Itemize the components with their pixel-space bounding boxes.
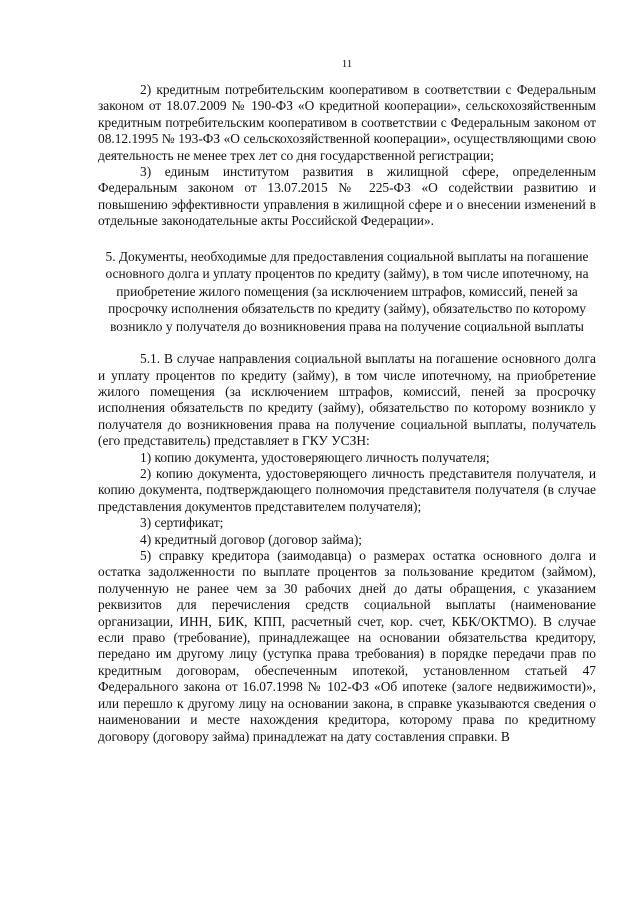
list-item-3: 3) сертификат; (140, 515, 224, 531)
list-item-2: 2) копию документа, удостоверяющего личность представителя получателя, и копию документа, подтверждающего полномочия представителя получателя (в случае представления документов представителем получателя); (98, 466, 596, 514)
list-item-4: 4) кредитный договор (договор займа); (140, 531, 363, 547)
page-number: 11 (341, 58, 353, 70)
paragraph-item-2: 2) кредитным потребительским кооперативом в соответствии с Федеральным законом от 18.07.2009 № 190-ФЗ «О кредитной кооперации», сельскохозяйственным кредитным потребительским кооперативом в соответствии с Федеральным законом от 08.12.1995 № 193-ФЗ «О сельскохозяйственной кооперации», осуществляющими свою деятельность не менее трех лет со дня государственной регистрации; (98, 82, 596, 163)
list-item-5: 5) справку кредитора (заимодавца) о размерах остатка основного долга и остатка задолженности по выплате процентов за пользование кредитом (займом), полученную не ранее чем за 30 рабочих дней до даты обращения, с указанием реквизитов для перечисления средств социальной выплаты (наименование организации, ИНН, БИК, КПП, расчетный счет, кор. счет, КБК/ОКТМО). В случае если право (требование), принадлежащее на основании обязательства кредитору, передано им другому лицу (уступка права требования) в порядке передачи прав по кредитным договорам, обеспеченным ипотекой, установленном статьей 47 Федерального закона от 16.07.1998 № 102-ФЗ «Об ипотеке (залоге недвижимости)», или перешло к другому лицу на основании закона, в справке указываются сведения о наименовании и месте нахождения кредитора, которому права по кредитному договору (договору займа) принадлежат на дату составления справки. В (98, 548, 596, 744)
section-heading: 5. Документы, необходимые для предоставления социальной выплаты на погашение основного долга и уплату процентов по кредиту (займу), в том числе ипотечному, на приобретение жилого помещения (за исключением штрафов, комиссий, пеней за просрочку исполнения обязательств по кредиту (займу), обязательство по которому возникло у получателя до возникновения права на получение социальной выплаты (105, 248, 589, 334)
paragraph-item-3: 3) единым институтом развития в жилищной сфере, определенным Федеральным законом от 13.07.2015 № 225-ФЗ «О содействии развитию и повышению эффективности управления в жилищной сфере и о внесении изменений в отдельные законодательные акты Российской Федерации». (98, 164, 596, 229)
paragraph-5-1: 5.1. В случае направления социальной выплаты на погашение основного долга и уплату процентов по кредиту (займу), в том числе ипотечному, на приобретение жилого помещения (за исключением штрафов, комиссий, пеней за просрочку исполнения обязательств по кредиту (займу), обязательство по которому возникло у получателя до возникновения права на получение социальной выплаты, получатель (его представитель) представляет в ГКУ УСЗН: (98, 351, 596, 449)
list-item-1: 1) копию документа, удостоверяющего личность получателя; (140, 449, 490, 465)
